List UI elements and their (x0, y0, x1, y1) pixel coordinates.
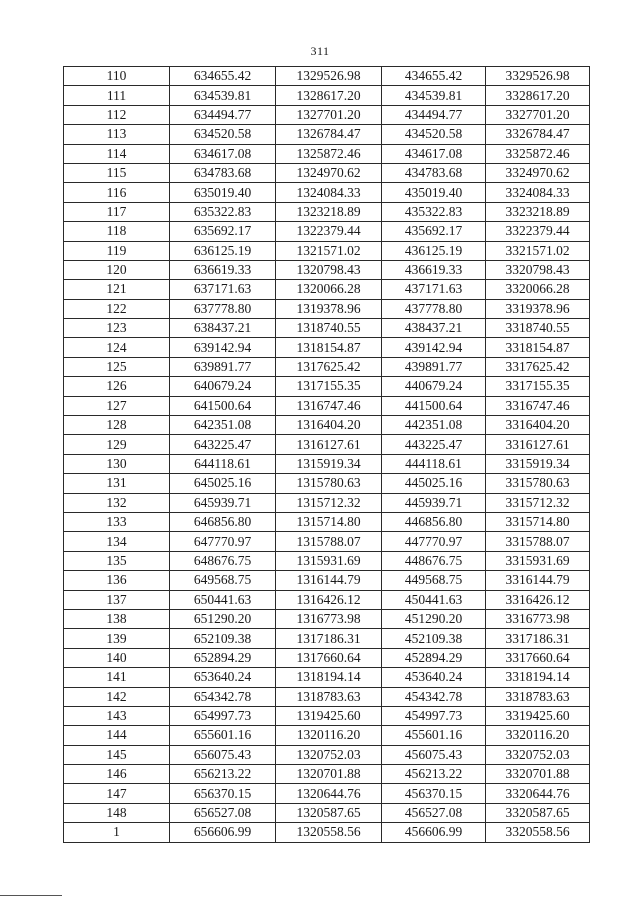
x1-cell: 635692.17 (170, 222, 276, 241)
y1-cell: 1318740.55 (276, 319, 382, 338)
point-number-cell: 113 (64, 125, 170, 144)
x1-cell: 651290.20 (170, 609, 276, 628)
table-row (64, 222, 590, 241)
y2-cell: 3320701.88 (486, 765, 590, 784)
y2-cell: 3316773.98 (486, 609, 590, 628)
point-number-cell: 139 (64, 629, 170, 648)
y2-cell: 3317186.31 (486, 629, 590, 648)
x2-cell: 441500.64 (382, 396, 486, 415)
point-number-cell: 133 (64, 512, 170, 531)
x2-cell: 435692.17 (382, 222, 486, 241)
x2-cell: 448676.75 (382, 551, 486, 570)
y1-cell: 1316144.79 (276, 571, 382, 590)
y1-cell: 1316773.98 (276, 609, 382, 628)
table-row (64, 493, 590, 512)
point-number-cell: 122 (64, 299, 170, 318)
y2-cell: 3319378.96 (486, 299, 590, 318)
y2-cell: 3315788.07 (486, 532, 590, 551)
x2-cell: 456213.22 (382, 765, 486, 784)
y2-cell: 3329526.98 (486, 67, 590, 86)
y1-cell: 1319378.96 (276, 299, 382, 318)
table-row (64, 202, 590, 221)
y2-cell: 3315919.34 (486, 454, 590, 473)
table-row (64, 338, 590, 357)
x2-cell: 439142.94 (382, 338, 486, 357)
point-number-cell: 1 (64, 823, 170, 842)
x1-cell: 642351.08 (170, 416, 276, 435)
point-number-cell: 128 (64, 416, 170, 435)
y1-cell: 1322379.44 (276, 222, 382, 241)
table-row (64, 823, 590, 842)
coordinates-table-body (64, 67, 590, 843)
y1-cell: 1315780.63 (276, 474, 382, 493)
y2-cell: 3318154.87 (486, 338, 590, 357)
x1-cell: 634520.58 (170, 125, 276, 144)
point-number-cell: 123 (64, 319, 170, 338)
y1-cell: 1316127.61 (276, 435, 382, 454)
point-number-cell: 141 (64, 668, 170, 687)
x1-cell: 634783.68 (170, 163, 276, 182)
y2-cell: 3320644.76 (486, 784, 590, 803)
x1-cell: 636619.33 (170, 260, 276, 279)
y2-cell: 3322379.44 (486, 222, 590, 241)
point-number-cell: 134 (64, 532, 170, 551)
x2-cell: 434520.58 (382, 125, 486, 144)
table-row (64, 706, 590, 725)
y1-cell: 1324970.62 (276, 163, 382, 182)
point-number-cell: 118 (64, 222, 170, 241)
point-number-cell: 131 (64, 474, 170, 493)
y2-cell: 3321571.02 (486, 241, 590, 260)
y2-cell: 3317660.64 (486, 648, 590, 667)
point-number-cell: 135 (64, 551, 170, 570)
x2-cell: 456370.15 (382, 784, 486, 803)
point-number-cell: 119 (64, 241, 170, 260)
x1-cell: 656606.99 (170, 823, 276, 842)
point-number-cell: 111 (64, 86, 170, 105)
x1-cell: 656075.43 (170, 745, 276, 764)
point-number-cell: 121 (64, 280, 170, 299)
x1-cell: 634617.08 (170, 144, 276, 163)
y1-cell: 1317660.64 (276, 648, 382, 667)
point-number-cell: 125 (64, 357, 170, 376)
y1-cell: 1315712.32 (276, 493, 382, 512)
point-number-cell: 140 (64, 648, 170, 667)
x2-cell: 455601.16 (382, 726, 486, 745)
x1-cell: 656370.15 (170, 784, 276, 803)
x1-cell: 656527.08 (170, 803, 276, 822)
y2-cell: 3320587.65 (486, 803, 590, 822)
point-number-cell: 124 (64, 338, 170, 357)
x1-cell: 647770.97 (170, 532, 276, 551)
table-row (64, 144, 590, 163)
y1-cell: 1320066.28 (276, 280, 382, 299)
coordinates-table (63, 66, 590, 843)
point-number-cell: 147 (64, 784, 170, 803)
table-row (64, 260, 590, 279)
y2-cell: 3315712.32 (486, 493, 590, 512)
table-row (64, 435, 590, 454)
x1-cell: 648676.75 (170, 551, 276, 570)
table-row (64, 86, 590, 105)
x2-cell: 451290.20 (382, 609, 486, 628)
y2-cell: 3324970.62 (486, 163, 590, 182)
x2-cell: 449568.75 (382, 571, 486, 590)
y1-cell: 1318194.14 (276, 668, 382, 687)
y1-cell: 1316404.20 (276, 416, 382, 435)
y2-cell: 3316426.12 (486, 590, 590, 609)
x2-cell: 454342.78 (382, 687, 486, 706)
point-number-cell: 112 (64, 105, 170, 124)
y2-cell: 3316144.79 (486, 571, 590, 590)
x1-cell: 649568.75 (170, 571, 276, 590)
x1-cell: 645939.71 (170, 493, 276, 512)
x1-cell: 635322.83 (170, 202, 276, 221)
table-row (64, 280, 590, 299)
point-number-cell: 142 (64, 687, 170, 706)
point-number-cell: 116 (64, 183, 170, 202)
y1-cell: 1327701.20 (276, 105, 382, 124)
x2-cell: 450441.63 (382, 590, 486, 609)
x1-cell: 636125.19 (170, 241, 276, 260)
table-row (64, 765, 590, 784)
y1-cell: 1317155.35 (276, 377, 382, 396)
table-row (64, 357, 590, 376)
table-row (64, 629, 590, 648)
y1-cell: 1320644.76 (276, 784, 382, 803)
y1-cell: 1324084.33 (276, 183, 382, 202)
point-number-cell: 127 (64, 396, 170, 415)
y1-cell: 1321571.02 (276, 241, 382, 260)
y1-cell: 1320701.88 (276, 765, 382, 784)
table-row (64, 590, 590, 609)
table-row (64, 609, 590, 628)
y1-cell: 1320752.03 (276, 745, 382, 764)
table-row (64, 687, 590, 706)
x1-cell: 644118.61 (170, 454, 276, 473)
x2-cell: 435019.40 (382, 183, 486, 202)
y2-cell: 3320558.56 (486, 823, 590, 842)
x2-cell: 439891.77 (382, 357, 486, 376)
x2-cell: 436125.19 (382, 241, 486, 260)
y1-cell: 1318783.63 (276, 687, 382, 706)
x2-cell: 445939.71 (382, 493, 486, 512)
x1-cell: 635019.40 (170, 183, 276, 202)
point-number-cell: 143 (64, 706, 170, 725)
y2-cell: 3315931.69 (486, 551, 590, 570)
point-number-cell: 120 (64, 260, 170, 279)
table-row (64, 571, 590, 590)
table-row (64, 648, 590, 667)
y2-cell: 3327701.20 (486, 105, 590, 124)
y1-cell: 1319425.60 (276, 706, 382, 725)
y2-cell: 3325872.46 (486, 144, 590, 163)
x1-cell: 639142.94 (170, 338, 276, 357)
x2-cell: 447770.97 (382, 532, 486, 551)
y2-cell: 3319425.60 (486, 706, 590, 725)
y1-cell: 1317625.42 (276, 357, 382, 376)
x1-cell: 634494.77 (170, 105, 276, 124)
x2-cell: 445025.16 (382, 474, 486, 493)
x1-cell: 634539.81 (170, 86, 276, 105)
point-number-cell: 148 (64, 803, 170, 822)
point-number-cell: 114 (64, 144, 170, 163)
point-number-cell: 115 (64, 163, 170, 182)
table-row (64, 551, 590, 570)
y1-cell: 1325872.46 (276, 144, 382, 163)
x2-cell: 440679.24 (382, 377, 486, 396)
x1-cell: 640679.24 (170, 377, 276, 396)
x1-cell: 634655.42 (170, 67, 276, 86)
y2-cell: 3320798.43 (486, 260, 590, 279)
x2-cell: 454997.73 (382, 706, 486, 725)
point-number-cell: 137 (64, 590, 170, 609)
x1-cell: 645025.16 (170, 474, 276, 493)
x2-cell: 444118.61 (382, 454, 486, 473)
table-row (64, 319, 590, 338)
x1-cell: 655601.16 (170, 726, 276, 745)
x2-cell: 436619.33 (382, 260, 486, 279)
y1-cell: 1329526.98 (276, 67, 382, 86)
x1-cell: 639891.77 (170, 357, 276, 376)
x1-cell: 656213.22 (170, 765, 276, 784)
y1-cell: 1320798.43 (276, 260, 382, 279)
y1-cell: 1317186.31 (276, 629, 382, 648)
x1-cell: 646856.80 (170, 512, 276, 531)
y1-cell: 1320116.20 (276, 726, 382, 745)
table-row (64, 299, 590, 318)
x2-cell: 434539.81 (382, 86, 486, 105)
x1-cell: 637171.63 (170, 280, 276, 299)
y1-cell: 1315919.34 (276, 454, 382, 473)
table-row (64, 745, 590, 764)
table-row (64, 803, 590, 822)
x2-cell: 434617.08 (382, 144, 486, 163)
y2-cell: 3318194.14 (486, 668, 590, 687)
x2-cell: 442351.08 (382, 416, 486, 435)
y2-cell: 3317155.35 (486, 377, 590, 396)
x1-cell: 650441.63 (170, 590, 276, 609)
x2-cell: 438437.21 (382, 319, 486, 338)
table-row (64, 454, 590, 473)
y2-cell: 3318783.63 (486, 687, 590, 706)
x1-cell: 652894.29 (170, 648, 276, 667)
point-number-cell: 136 (64, 571, 170, 590)
point-number-cell: 144 (64, 726, 170, 745)
x2-cell: 434783.68 (382, 163, 486, 182)
y2-cell: 3316747.46 (486, 396, 590, 415)
x2-cell: 443225.47 (382, 435, 486, 454)
page-number: 311 (310, 44, 330, 58)
table-row (64, 474, 590, 493)
point-number-cell: 110 (64, 67, 170, 86)
table-row (64, 125, 590, 144)
x2-cell: 434655.42 (382, 67, 486, 86)
table-row (64, 512, 590, 531)
table-row (64, 183, 590, 202)
y1-cell: 1316426.12 (276, 590, 382, 609)
table-row (64, 784, 590, 803)
table-row (64, 105, 590, 124)
table-row (64, 377, 590, 396)
table-row (64, 726, 590, 745)
x1-cell: 637778.80 (170, 299, 276, 318)
x2-cell: 446856.80 (382, 512, 486, 531)
point-number-cell: 117 (64, 202, 170, 221)
y2-cell: 3324084.33 (486, 183, 590, 202)
point-number-cell: 132 (64, 493, 170, 512)
y1-cell: 1320587.65 (276, 803, 382, 822)
x2-cell: 437171.63 (382, 280, 486, 299)
y2-cell: 3316404.20 (486, 416, 590, 435)
x2-cell: 452894.29 (382, 648, 486, 667)
y1-cell: 1320558.56 (276, 823, 382, 842)
y1-cell: 1315931.69 (276, 551, 382, 570)
table-row (64, 67, 590, 86)
x1-cell: 638437.21 (170, 319, 276, 338)
x2-cell: 452109.38 (382, 629, 486, 648)
x2-cell: 435322.83 (382, 202, 486, 221)
y2-cell: 3320116.20 (486, 726, 590, 745)
y2-cell: 3315780.63 (486, 474, 590, 493)
x1-cell: 654997.73 (170, 706, 276, 725)
y1-cell: 1318154.87 (276, 338, 382, 357)
x2-cell: 453640.24 (382, 668, 486, 687)
point-number-cell: 126 (64, 377, 170, 396)
y2-cell: 3318740.55 (486, 319, 590, 338)
x1-cell: 652109.38 (170, 629, 276, 648)
y2-cell: 3316127.61 (486, 435, 590, 454)
x1-cell: 641500.64 (170, 396, 276, 415)
y2-cell: 3326784.47 (486, 125, 590, 144)
y1-cell: 1316747.46 (276, 396, 382, 415)
y1-cell: 1315714.80 (276, 512, 382, 531)
y2-cell: 3320066.28 (486, 280, 590, 299)
table-row (64, 668, 590, 687)
y2-cell: 3317625.42 (486, 357, 590, 376)
point-number-cell: 130 (64, 454, 170, 473)
x2-cell: 456606.99 (382, 823, 486, 842)
x1-cell: 643225.47 (170, 435, 276, 454)
y1-cell: 1323218.89 (276, 202, 382, 221)
x2-cell: 434494.77 (382, 105, 486, 124)
point-number-cell: 129 (64, 435, 170, 454)
table-row (64, 241, 590, 260)
x1-cell: 653640.24 (170, 668, 276, 687)
y1-cell: 1315788.07 (276, 532, 382, 551)
x2-cell: 456527.08 (382, 803, 486, 822)
x1-cell: 654342.78 (170, 687, 276, 706)
x2-cell: 456075.43 (382, 745, 486, 764)
y2-cell: 3323218.89 (486, 202, 590, 221)
y1-cell: 1328617.20 (276, 86, 382, 105)
table-row (64, 532, 590, 551)
table-row (64, 396, 590, 415)
y2-cell: 3315714.80 (486, 512, 590, 531)
y1-cell: 1326784.47 (276, 125, 382, 144)
table-row (64, 416, 590, 435)
footer-rule (0, 895, 62, 896)
point-number-cell: 146 (64, 765, 170, 784)
x2-cell: 437778.80 (382, 299, 486, 318)
point-number-cell: 145 (64, 745, 170, 764)
table-row (64, 163, 590, 182)
y2-cell: 3328617.20 (486, 86, 590, 105)
point-number-cell: 138 (64, 609, 170, 628)
y2-cell: 3320752.03 (486, 745, 590, 764)
